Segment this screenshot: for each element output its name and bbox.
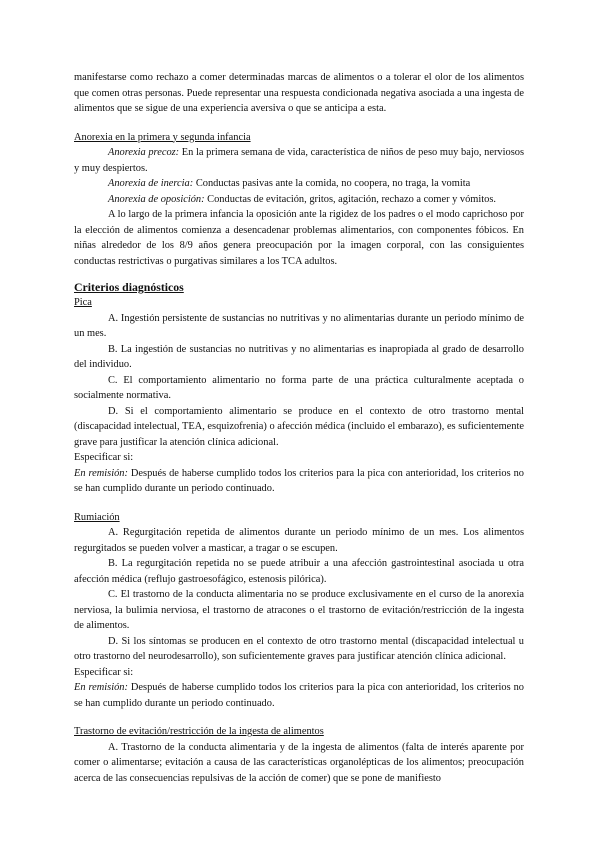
rumiacion-remission: En remisión: Después de haberse cumplido todos los criterios para la pica con anterioridad, los criterios no se han cumplido durante un periodo continuado. bbox=[74, 682, 524, 709]
rumiacion-heading: Rumiación bbox=[74, 511, 120, 523]
rumiacion-specify: Especificar si: bbox=[74, 666, 134, 678]
anorexia-heading: Anorexia en la primera y segunda infancia bbox=[74, 131, 251, 143]
page-content bbox=[74, 70, 524, 786]
evitacion-criterion-a: A. Trastorno de la conducta alimentaria y de la ingesta de alimentos (falta de interés aparente por comer o alimentarse; evitación a causa de las características organolépticas de los alimentos; preocupación acerca de las consecuencias repulsivas de la acción de comer) que se pone de manifiesto bbox=[74, 741, 524, 784]
rumiacion-criterion-c: C. El trastorno de la conducta alimentaria no se produce exclusivamente en el curso de la anorexia nerviosa, la bulimia nerviosa, el trastorno de atracones o el trastorno de evitación/restricción de la ingesta de alimentos. bbox=[74, 589, 524, 631]
anorexia-item-oposicion: Anorexia de oposición: Conductas de evitación, gritos, agitación, rechazo a comer y vómitos. bbox=[108, 193, 497, 205]
pica-criterion-c: C. El comportamiento alimentario no forma parte de una práctica culturalmente aceptada o socialmente normativa. bbox=[74, 374, 524, 401]
anorexia-paragraph: A lo largo de la primera infancia la oposición ante la rigidez de los padres o el modo caprichoso por la elección de alimentos comienza a desencadenar problemas alimentarios, con componentes fóbicos. En niñas alrededor de los 8/9 años genera preocupación por la imagen corporal, con las consiguientes conductas restrictivas o purgativas similares a los TCA adultos. bbox=[74, 209, 524, 267]
rumiacion-criterion-b: B. La regurgitación repetida no se puede atribuir a una afección gastrointestinal asociada u otra afección médica (reflujo gastroesofágico, estenosis pilórica). bbox=[74, 558, 524, 585]
intro-paragraph: manifestarse como rechazo a comer determinadas marcas de alimentos o a tolerar el olor de los alimentos que comen otras personas. Puede representar una respuesta condicionada negativa asociada a una ingesta de alimentos que se sigue de una experiencia aversiva o que se anticipa a esta. bbox=[74, 72, 524, 114]
criterios-heading: Criterios diagnósticos bbox=[74, 280, 184, 294]
pica-criterion-a: A. Ingestión persistente de sustancias no nutritivas y no alimentarias durante un periodo mínimo de un mes. bbox=[74, 312, 524, 339]
pica-heading: Pica bbox=[74, 297, 92, 308]
anorexia-item-precoz: Anorexia precoz: En la primera semana de vida, característica de niños de peso muy bajo, nerviosos y muy despiertos. bbox=[74, 147, 524, 174]
rumiacion-criterion-d: D. Si los síntomas se producen en el contexto de otro trastorno mental (discapacidad intelectual u otro trastorno del neurodesarrollo), son suficientemente graves para justificar atención clínica adicional. bbox=[74, 635, 524, 662]
pica-criterion-d: D. Si el comportamiento alimentario se produce en el contexto de otro trastorno mental (discapacidad intelectual, TEA, esquizofrenia) o afección médica (incluido el embarazo), es suficientemente grave para justificar la atención clínica adicional. bbox=[74, 405, 524, 448]
pica-specify: Especificar si: bbox=[74, 452, 134, 463]
pica-remission: En remisión: Después de haberse cumplido todos los criterios para la pica con anterioridad, los criterios no se han cumplido durante un periodo continuado. bbox=[74, 467, 524, 494]
evitacion-heading: Trastorno de evitación/restricción de la ingesta de alimentos bbox=[74, 726, 324, 737]
pica-criterion-b: B. La ingestión de sustancias no nutritivas y no alimentarias es inapropiada al grado de desarrollo del individuo. bbox=[74, 343, 524, 370]
anorexia-item-inercia: Anorexia de inercia: Conductas pasivas ante la comida, no coopera, no traga, la vomita bbox=[108, 178, 471, 189]
rumiacion-criterion-a: A. Regurgitación repetida de alimentos durante un periodo mínimo de un mes. Los alimentos regurgitados se pueden volver a masticar, a tragar o se escupen. bbox=[74, 527, 524, 554]
